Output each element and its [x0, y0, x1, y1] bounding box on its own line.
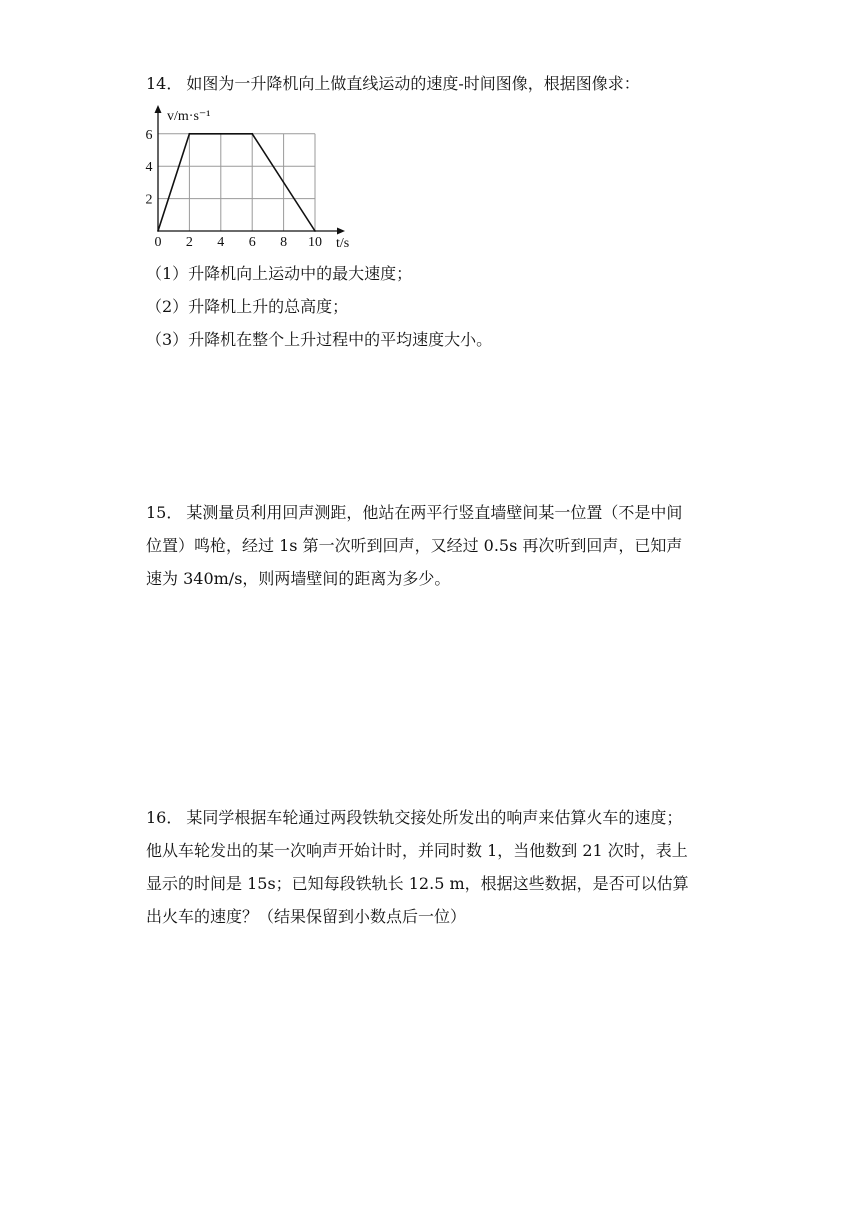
x-tick-label: 0 — [154, 235, 162, 250]
x-tick-label: 4 — [217, 235, 225, 250]
subquestion-2: （2）升降机上升的总高度； — [146, 297, 349, 316]
question-16-line-2: 他从车轮发出的某一次响声开始计时，并同时数 1，当他数到 21 次时，表上 — [146, 841, 688, 860]
y-axis-label: v/m·s⁻¹ — [167, 109, 211, 124]
y-tick-label: 4 — [145, 160, 153, 176]
question-number: 16． — [146, 808, 183, 827]
question-15 — [146, 496, 720, 595]
subquestion-1: （1）升降机向上运动中的最大速度； — [146, 264, 413, 283]
series-line — [158, 134, 315, 231]
data-point — [189, 133, 191, 135]
data-point — [157, 230, 159, 232]
question-text: 如图为一升降机向上做直线运动的速度-时间图像，根据图像求： — [186, 74, 640, 93]
question-14 — [146, 67, 720, 100]
question-16 — [146, 801, 720, 933]
question-text: 某测量员利用回声测距，他站在两平行竖直墙壁间某一位置（不是中间 — [186, 503, 683, 522]
data-point — [314, 230, 316, 232]
x-axis-label: t/s — [336, 236, 350, 251]
question-15-line-2: 位置）鸣枪，经过 1s 第一次听到回声，又经过 0.5s 再次听到回声，已知声 — [146, 536, 683, 555]
question-15-line-3: 速为 340m/s，则两墙壁间的距离为多少。 — [146, 569, 451, 588]
y-axis-arrow — [155, 105, 162, 113]
velocity-time-chart — [140, 102, 370, 252]
question-number: 15． — [146, 503, 183, 522]
x-tick-label: 6 — [248, 235, 256, 250]
y-tick-label: 6 — [145, 127, 153, 143]
chart-series — [157, 133, 316, 232]
x-tick-label: 8 — [280, 235, 288, 250]
x-axis-arrow — [337, 228, 345, 235]
question-16-line-1 — [146, 801, 720, 834]
chart-grid — [158, 134, 315, 231]
question-14-stem — [146, 67, 720, 100]
question-16-line-4: 出火车的速度？（结果保留到小数点后一位） — [146, 907, 467, 926]
data-point — [251, 133, 253, 135]
question-text: 某同学根据车轮通过两段铁轨交接处所发出的响声来估算火车的速度； — [186, 808, 683, 827]
question-16-line-3: 显示的时间是 15s；已知每段铁轨长 12.5 m，根据这些数据，是否可以估算 — [146, 874, 689, 893]
question-15-line-1 — [146, 496, 720, 529]
y-tick-label: 2 — [145, 192, 153, 208]
x-tick-label: 10 — [308, 235, 322, 250]
subquestion-3: （3）升降机在整个上升过程中的平均速度大小。 — [146, 330, 493, 349]
chart-axes — [155, 105, 346, 235]
question-14-subquestions — [146, 257, 492, 356]
x-tick-label: 2 — [185, 235, 193, 250]
question-number: 14． — [146, 74, 183, 93]
